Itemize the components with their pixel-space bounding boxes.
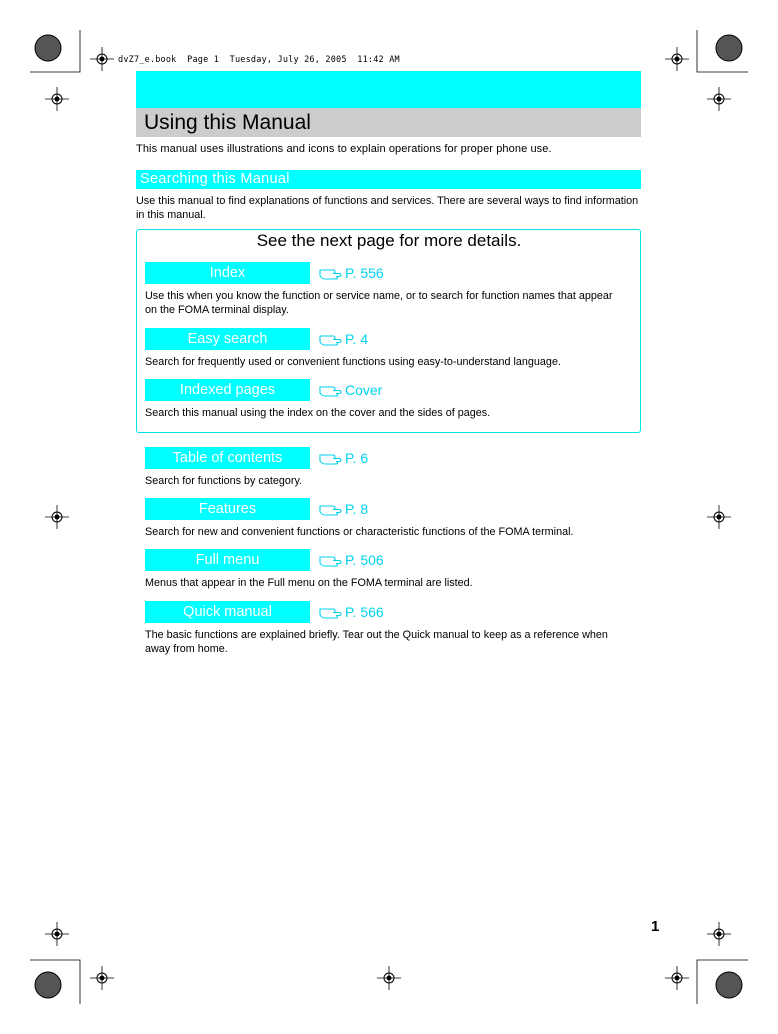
page-title: Using this Manual <box>144 111 311 134</box>
pointing-hand-icon <box>319 332 343 346</box>
indexed-pages-reference[interactable] <box>319 379 382 401</box>
full-menu-page-ref: P. 506 <box>345 552 384 568</box>
quick-manual-description: The basic functions are explained briefly. Tear out the Quick manual to keep as a reference when away from home. <box>145 629 608 655</box>
pointing-hand-icon <box>319 553 343 567</box>
section-text: Use this manual to find explanations of functions and services. There are several ways to find information in this manual. <box>136 195 639 221</box>
indexed-pages-description: Search this manual using the index on the cover and the sides of pages. <box>145 407 491 419</box>
table-of-contents-page-ref: P. 6 <box>345 450 369 466</box>
features-reference[interactable] <box>319 498 368 520</box>
indexed-pages-label: Indexed pages <box>145 379 310 401</box>
pointing-hand-icon <box>319 605 343 619</box>
features-page-ref: P. 8 <box>345 501 369 517</box>
print-header: dvZ7_e.book Page 1 Tuesday, July 26, 2005 11:42 AM <box>118 55 400 65</box>
index-label: Index <box>145 262 310 284</box>
pointing-hand-icon <box>319 451 343 465</box>
easy-search-page-ref: P. 4 <box>345 331 369 347</box>
index-reference[interactable] <box>319 262 384 284</box>
easy-search-description: Search for frequently used or convenient functions using easy-to-understand language. <box>145 356 561 368</box>
index-description: Use this when you know the function or service name, or to search for function names that appear on the FOMA terminal display. <box>145 290 613 316</box>
features-label: Features <box>145 498 310 520</box>
page-number: 1 <box>651 918 660 935</box>
full-menu-label: Full menu <box>145 549 310 571</box>
intro-text: This manual uses illustrations and icons to explain operations for proper phone use. <box>136 143 552 155</box>
quick-manual-page-ref: P. 566 <box>345 604 384 620</box>
index-page-ref: P. 556 <box>345 265 384 281</box>
full-menu-description: Menus that appear in the Full menu on the FOMA terminal are listed. <box>145 577 473 589</box>
box-heading: See the next page for more details. <box>256 231 522 250</box>
indexed-pages-page-ref: Cover <box>345 382 383 398</box>
pointing-hand-icon <box>319 383 343 397</box>
section-heading: Searching this Manual <box>140 171 290 187</box>
table-of-contents-reference[interactable] <box>319 447 368 469</box>
table-of-contents-description: Search for functions by category. <box>145 475 303 487</box>
full-menu-reference[interactable] <box>319 549 384 571</box>
features-description: Search for new and convenient functions or characteristic functions of the FOMA terminal. <box>145 526 574 538</box>
pointing-hand-icon <box>319 502 343 516</box>
pointing-hand-icon <box>319 266 343 280</box>
easy-search-label: Easy search <box>145 328 310 350</box>
quick-manual-label: Quick manual <box>145 601 310 623</box>
table-of-contents-label: Table of contents <box>145 447 310 469</box>
easy-search-reference[interactable] <box>319 328 368 350</box>
section-heading-bar <box>136 170 641 189</box>
title-bar <box>136 108 641 137</box>
header-band <box>136 71 641 108</box>
quick-manual-reference[interactable] <box>319 601 384 623</box>
